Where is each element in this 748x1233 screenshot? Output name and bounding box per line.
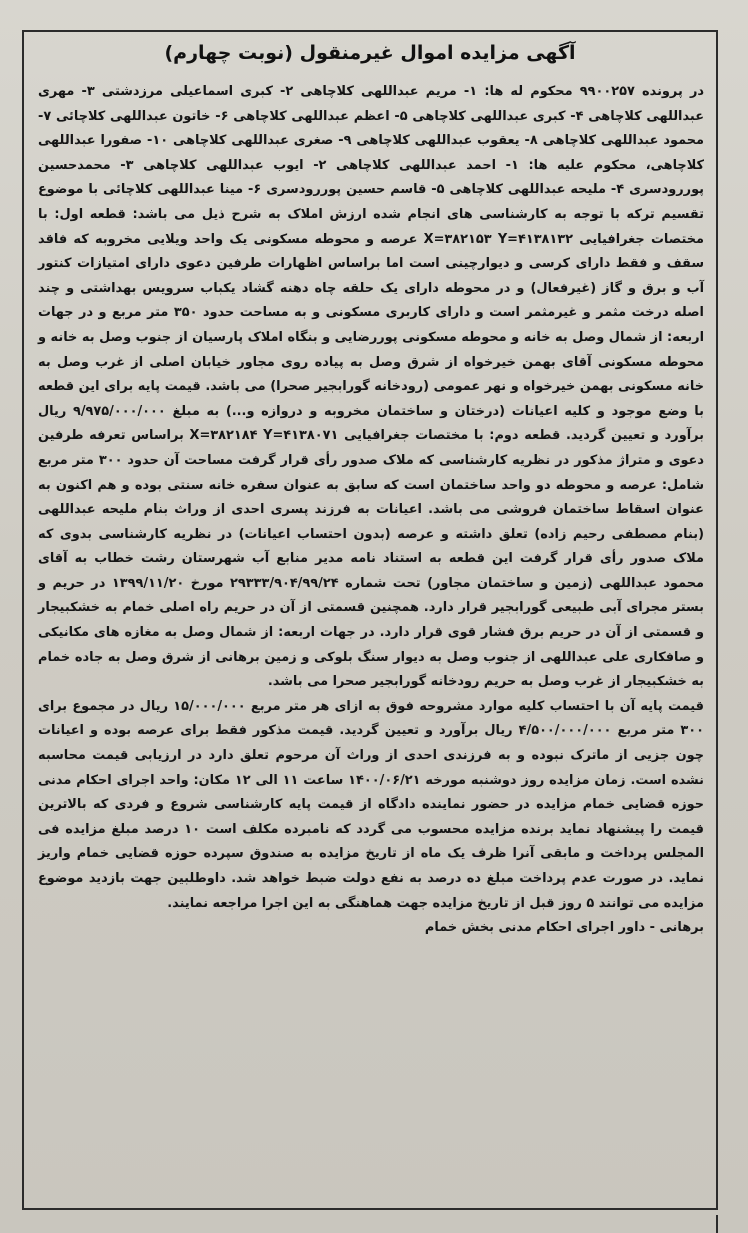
notice-paragraph-1: در پرونده ۹۹۰۰۲۵۷ محکوم له ها: ۱- مریم عبداللهی کلاچاهی ۲- کبری اسماعیلی مرزدشتی ۳- مهری عبداللهی کلاچاهی ۴- کبری عبداللهی کلاچاهی ۵- اعظم عبداللهی کلاچاهی ۶- خاتون عبداللهی کلاچائی ۷- محمود عبداللهی کلاچاهی ۸- یعقوب عبداللهی کلاچاهی ۹- صغری عبداللهی کلاچاهی ۱۰- صفورا عبداللهی کلاچاهی، محکوم علیه ها: ۱- احمد عبداللهی کلاچاهی ۲- ایوب عبداللهی کلاچاهی ۳- محمدحسین پوررودسری ۴- ملیحه عبداللهی کلاچاهی ۵- قاسم حسین پوررودسری ۶- مینا عبداللهی کلاچائی با موضوع تقسیم ترکه با توجه به کارشناسی های انجام شده ارزش املاک به شرح ذیل می باشد: قطعه اول: با مختصات جغرافیایی X=۳۸۲۱۵۳ Y=۴۱۳۸۱۳۲ عرصه و محوطه مسکونی یک واحد ویلایی مخروبه که فاقد سقف و فقط دارای کرسی و دیوارچینی است اما براساس اظهارات طرفین دعوی دارای امتیازات کنتور آب و برق و گاز (غیرفعال) و در محوطه دارای یک حلقه چاه دهنه گشاد یکباب سرویس بهداشتی و چند اصله درخت مثمر و غیرمثمر است و دارای کاربری مسکونی و به مساحت حدود ۳۵۰ متر مربع و در جهات اربعه: از شمال وصل به خانه و محوطه مسکونی پوررضایی و بنگاه املاک پارسیان از جنوب وصل به خانه و محوطه مسکونی آقای بهمن خیرخواه از شرق وصل به پیاده روی مجاور خیابان اصلی از غرب وصل به خانه مسکونی بهمن خیرخواه و نهر عمومی (رودخانه گورابجیر صحرا) می باشد. قیمت پایه برای این قطعه با وضع موجود و کلیه اعیانات (درختان و ساختمان مخروبه و دروازه و...) به مبلغ ۹/۹۷۵/۰۰۰/۰۰۰ ریال برآورد و تعیین گردید. قطعه دوم: با مختصات جغرافیایی X=۳۸۲۱۸۴ Y=۴۱۳۸۰۷۱ براساس تعرفه طرفین دعوی و متراژ مذکور در نظریه کارشناسی که ملاک صدور رأی قرار گرفت مساحت آن حدود ۳۰۰ متر مربع شامل: عرصه و محوطه دو واحد ساختمان است که سابق به عنوان سفره خانه سنتی بوده و هم اکنون به عنوان اسقاط ساختمان فروشی می باشد. اعیانات به فرزند پسری احدی از وراث بنام ملیحه عبداللهی (بنام مصطفی رحیم زاده) تعلق داشته و عرصه (بدون احتساب اعیانات) در نظریه کارشناسی بدوی که ملاک صدور رأی قرار گرفت این قطعه به استناد نامه مدیر منابع آب شهرستان رشت خطاب به آقای محمود عبداللهی (زمین و ساختمان مجاور) تحت شماره ۲۹۳۳۳/۹۰۴/۹۹/۲۴ مورخ ۱۳۹۹/۱۱/۲۰ در حریم و بستر مجرای آبی طبیعی گورابجیر قرار دارد. همچنین قسمتی از آن در حریم راه اصلی خمام به خشکبیجار و قسمتی از آن در حریم برق فشار قوی قرار دارد. در جهات اربعه: از شمال وصل به مغازه های مکانیکی و صافکاری علی عبداللهی از جنوب وصل به دیوار سنگ بلوکی و زمین برهانی از شرق وصل به جاده خمام به خشکبیجار از غرب وصل به حریم رودخانه گورابجیر صحرا می باشد. <box>38 84 705 690</box>
column-divider <box>716 1215 718 1233</box>
notice-title: آگهی مزایده اموال غیرمنقول (نوبت چهارم) <box>164 42 576 64</box>
notice-signature: برهانی - داور اجرای احکام مدنی بخش خمام <box>424 920 704 936</box>
notice-paragraph-2: قیمت پایه آن با احتساب کلیه موارد مشروحه فوق به ازای هر متر مربع ۱۵/۰۰۰/۰۰۰ ریال در مجموع برای ۳۰۰ متر مربع ۴/۵۰۰/۰۰۰/۰۰۰ ریال برآورد و تعیین گردید. قیمت مذکور فقط برای عرصه بوده و اعیانات چون جزیی از ماترک نبوده و به فرزندی احدی از وراث آن مرحوم تعلق دارد در ارزیابی قیمت محاسبه نشده است. زمان مزایده روز دوشنبه مورخه ۱۴۰۰/۰۶/۲۱ ساعت ۱۱ الی ۱۲ مکان: واحد اجرای احکام مدنی حوزه قضایی خمام مزایده در حضور نماینده دادگاه از قیمت پایه کارشناسی شروع و فردی که بالاترین قیمت را پیشنهاد نماید برنده مزایده محسوب می گردد که نامبرده مکلف است ۱۰ درصد مبلغ مزایده فی المجلس پرداخت و مابقی آنرا ظرف یک ماه از تاریخ مزایده به صندوق سپرده حوزه قضایی خمام واریز نماید. در صورت عدم پرداخت مبلغ ده درصد به نفع دولت ضبط خواهد شد. داوطلبین جهت بازدید موضوع مزایده می توانند ۵ روز قبل از تاریخ مزایده جهت هماهنگی به این اجرا مراجعه نمایند. <box>38 698 705 911</box>
notice-body <box>38 80 704 1196</box>
notice-box <box>22 30 718 1210</box>
